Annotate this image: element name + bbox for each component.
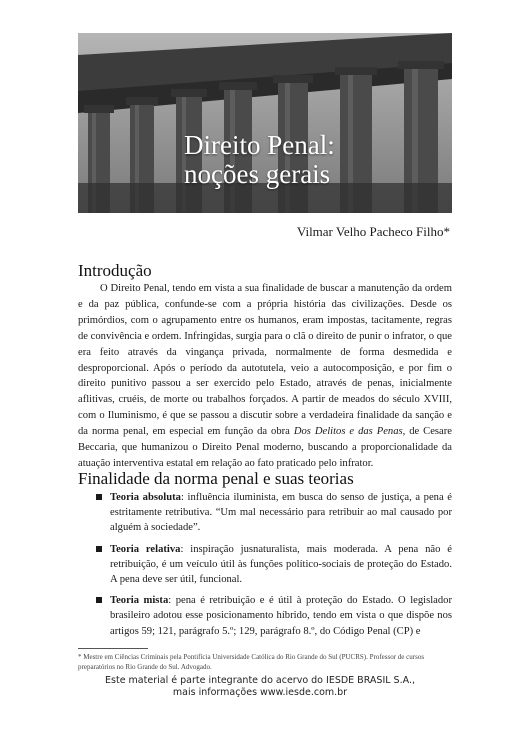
footnote: * Mestre em Ciências Criminais pela Pontifícia Universidade Católica do Rio Grande do Sul (PUCRS). Professor de cursos preparatórios no Rio Grande do Sul. Advogado. xyxy=(78,653,425,671)
theories-list xyxy=(96,490,452,645)
chapter-banner xyxy=(78,33,452,213)
list-item-term: Teoria absoluta xyxy=(110,492,181,503)
list-item xyxy=(96,593,452,639)
section-heading-introducao: Introdução xyxy=(78,261,152,280)
chapter-title xyxy=(184,131,444,189)
list-item-text: : influência iluminista, em busca do senso de justiça, a pena é estritamente retributiva. “Um mal necessário para retribuir ao mal causado por alguém à sociedade”. xyxy=(110,492,453,534)
intro-text-part-2: , de Cesare Beccaria, que humanizou o Direito Penal moderno, buscando a proporcionalidade da atuação interventiva estatal em relação ao fato praticado pelo infrator. xyxy=(78,426,452,469)
footer-line-1: Este material é parte integrante do acervo do IESDE BRASIL S.A., xyxy=(105,675,415,686)
chapter-title-line-1: Direito Penal: xyxy=(184,130,335,160)
list-item-term: Teoria mista xyxy=(110,595,169,607)
footer-line-2: mais informações www.iesde.com.br xyxy=(172,687,348,698)
book-title-italic: Dos Delitos e das Penas xyxy=(293,426,403,438)
section-heading-finalidade: Finalidade da norma penal e suas teorias xyxy=(78,469,354,488)
square-bullet-icon xyxy=(96,546,102,552)
intro-text-part-1: O Direito Penal, tendo em vista a sua finalidade de buscar a manutenção da ordem e da paz pública, confunde-se com a própria história das civilizações. Desde os primórdios, com o agrupamento entre os humanos, eram impostas, tacitamente, regras de convivência e ordem. Infringidas, surgia para o clã o direito de punir o infrator, o que era feito através da vingança privada, normalmente de forma desmedida e desproporcional. Após o período da autotutela, veio a autocomposição, e por fim o direito punitivo passou a ser exercido pelo Estado, através de penas, inicialmente aflitivas, cruéis, de morte ou trabalhos forçados. A partir de meados do século XVIII, com o Iluminismo, é que se passou a discutir sobre a verdadeira finalidade da sanção e da norma penal, em especial em função da obra xyxy=(78,283,452,438)
intro-paragraph xyxy=(78,281,452,472)
list-item-text: : pena é retribuição e é útil à proteção do Estado. O legislador brasileiro adotou esse posicionamento híbrido, tendo em vista o que dispõe nos artigos 59; 121, parágrafo 5.º; 129, parágrafo 8.º, do Código Penal (CP) e xyxy=(110,595,452,637)
footnote-divider xyxy=(78,648,148,649)
list-item-term: Teoria relativa xyxy=(110,543,181,555)
list-item xyxy=(96,490,452,536)
list-item xyxy=(96,542,452,588)
page-footer xyxy=(0,675,520,699)
list-item-text: : inspiração jusnaturalista, mais moderada. A pena não é retribuição, é um veículo útil às funções político-sociais de proteção do Estado. A pena deve ser útil, funcional. xyxy=(110,543,452,586)
square-bullet-icon xyxy=(96,597,102,603)
author-name: Vilmar Velho Pacheco Filho* xyxy=(296,224,450,239)
chapter-title-line-2: noções gerais xyxy=(184,159,331,189)
square-bullet-icon xyxy=(96,494,102,500)
